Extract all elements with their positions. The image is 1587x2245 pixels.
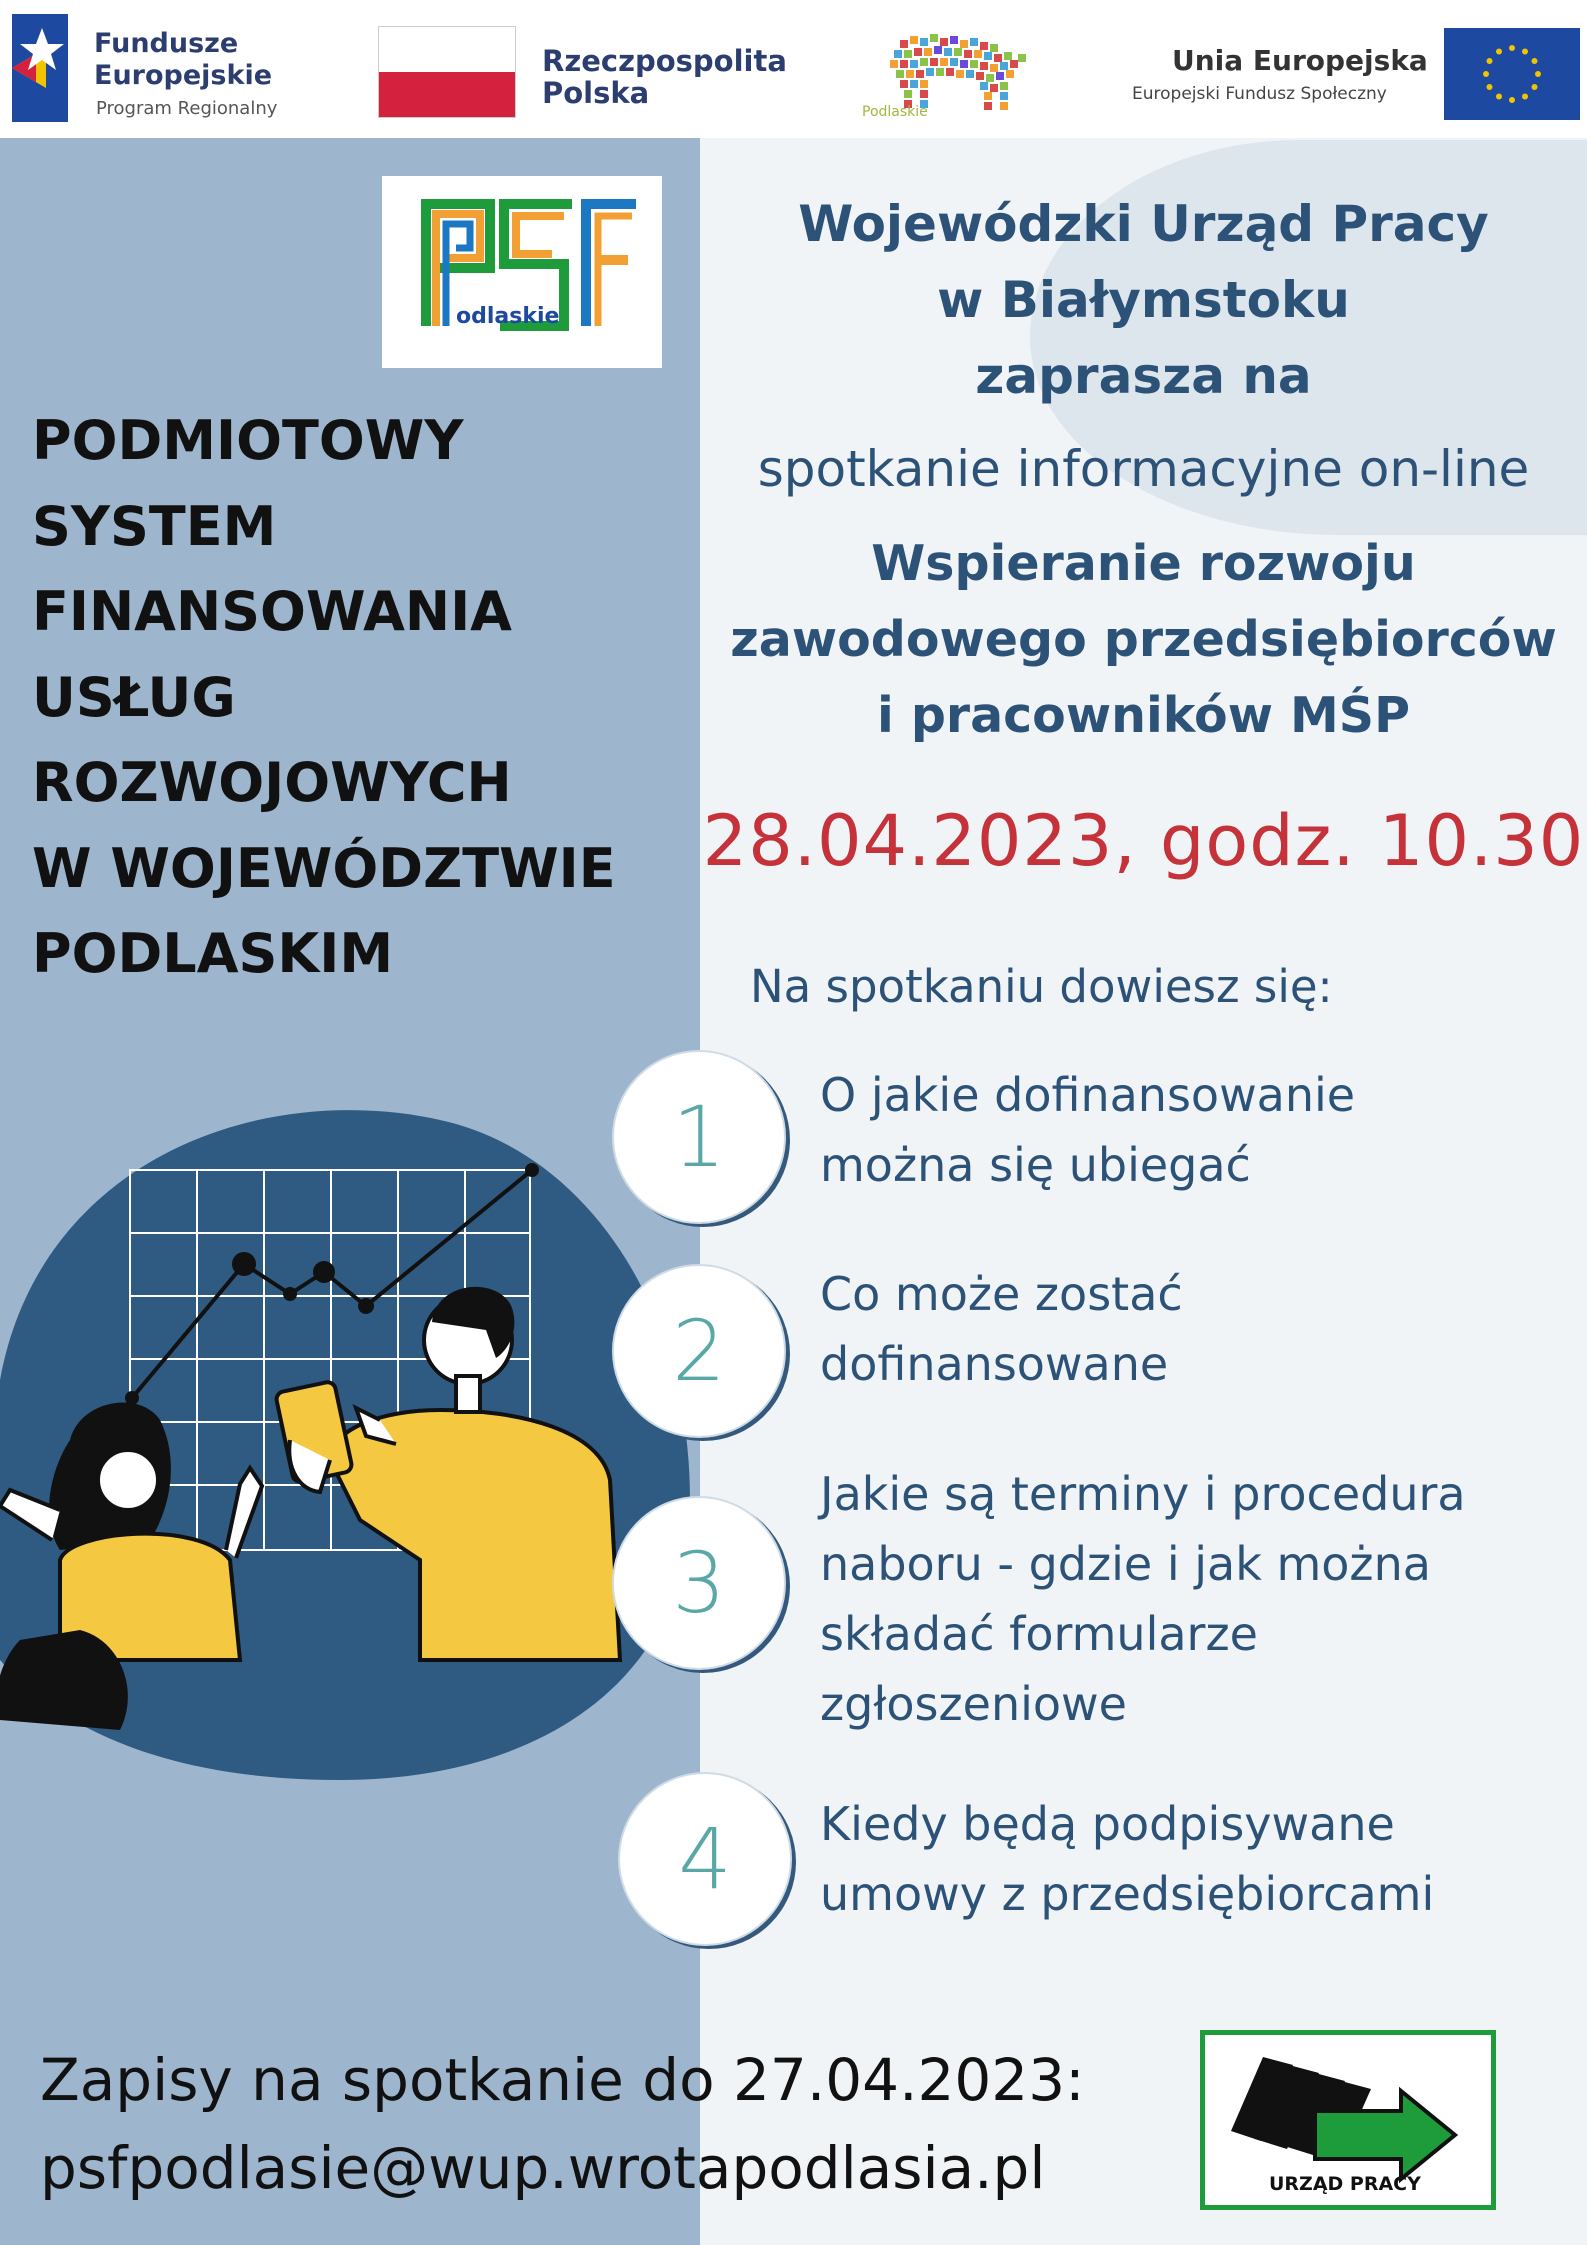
psf-sub-label: odlaskie bbox=[456, 304, 560, 329]
fe-star-icon bbox=[6, 8, 76, 126]
item-number-2: 2 bbox=[612, 1264, 786, 1438]
topic-line-1: Wspieranie rozwoju bbox=[871, 535, 1416, 592]
program-title-line: PODLASKIM bbox=[32, 922, 394, 985]
item-number-3: 3 bbox=[612, 1496, 786, 1670]
item-number-4: 4 bbox=[618, 1772, 792, 1946]
item-text-3 bbox=[820, 1459, 1466, 1739]
intro-text: Na spotkaniu dowiesz się: bbox=[750, 960, 1333, 1013]
polish-flag-icon bbox=[378, 26, 516, 118]
logo-bar bbox=[0, 0, 1587, 138]
pl-text-line1: Rzeczpospolita bbox=[542, 44, 787, 78]
organizer-line-2: w Białymstoku bbox=[937, 271, 1350, 329]
item-number-1: 1 bbox=[612, 1050, 786, 1224]
fundusze-europejskie-logo bbox=[6, 8, 306, 132]
topic-line-2: zawodowego przedsiębiorców bbox=[730, 611, 1557, 668]
item-line: naboru - gdzie i jak można bbox=[820, 1537, 1431, 1591]
signup-deadline: Zapisy na spotkanie do 27.04.2023: bbox=[40, 2046, 1085, 2114]
item-text-2 bbox=[820, 1259, 1183, 1399]
fe-text-line2: Europejskie bbox=[94, 60, 273, 91]
pl-text-line2: Polska bbox=[542, 76, 650, 110]
organizer-line-3: zaprasza na bbox=[975, 347, 1312, 405]
eu-text-line2: Europejski Fundusz Społeczny bbox=[1132, 84, 1387, 104]
item-text-1 bbox=[820, 1060, 1355, 1200]
urzad-pracy-label: URZĄD PRACY bbox=[1269, 2173, 1421, 2195]
eu-text-line1: Unia Europejska bbox=[1172, 44, 1428, 77]
business-people-chart-illustration bbox=[0, 1040, 720, 1780]
item-line: Jakie są terminy i procedura bbox=[820, 1467, 1466, 1521]
organizer-line-1: Wojewódzki Urząd Pracy bbox=[798, 195, 1489, 253]
urzad-pracy-logo bbox=[1200, 2030, 1496, 2210]
item-line: Co może zostać bbox=[820, 1267, 1183, 1321]
signup-email-link[interactable]: psfpodlasie@wup.wrotapodlasia.pl bbox=[40, 2134, 1046, 2202]
program-title-line: SYSTEM bbox=[32, 494, 277, 558]
topic-line-3: i pracowników MŚP bbox=[876, 687, 1411, 744]
fe-text-line1: Fundusze bbox=[94, 28, 239, 59]
item-line: składać formularze bbox=[820, 1607, 1258, 1661]
item-line: dofinansowane bbox=[820, 1337, 1169, 1391]
podlaskie-label: Podlaskie bbox=[862, 104, 928, 120]
program-title-line: ROZWOJOWYCH bbox=[32, 751, 512, 814]
program-title-line: FINANSOWANIA bbox=[32, 580, 512, 643]
program-title-line: PODMIOTOWY bbox=[32, 409, 464, 472]
program-title-line: USŁUG bbox=[32, 665, 236, 729]
item-line: zgłoszeniowe bbox=[820, 1677, 1127, 1731]
program-title bbox=[32, 398, 672, 997]
eu-flag-icon bbox=[1444, 28, 1580, 120]
meeting-type: spotkanie informacyjne on-line bbox=[757, 440, 1530, 498]
item-line: Kiedy będą podpisywane bbox=[820, 1797, 1395, 1851]
item-line: można się ubiegać bbox=[820, 1138, 1251, 1192]
psf-podlaskie-logo bbox=[382, 176, 662, 368]
program-title-line: W WOJEWÓDZTWIE bbox=[32, 836, 616, 900]
item-line: O jakie dofinansowanie bbox=[820, 1068, 1356, 1122]
fe-text-line3: Program Regionalny bbox=[96, 98, 278, 119]
event-datetime: 28.04.2023, godz. 10.30 bbox=[702, 800, 1585, 882]
item-line: umowy z przedsiębiorcami bbox=[820, 1867, 1435, 1921]
item-text-4 bbox=[820, 1789, 1434, 1929]
